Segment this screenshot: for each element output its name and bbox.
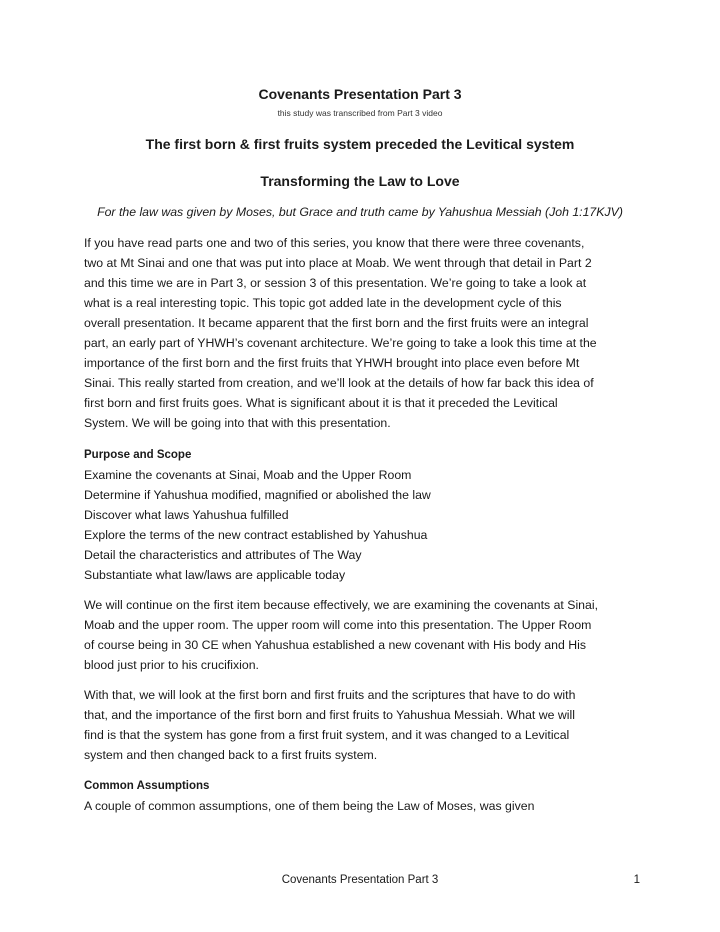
text-line: part, an early part of YHWH’s covenant architecture. We’re going to take a look this time at the (84, 336, 597, 350)
purpose-scope-section (84, 445, 644, 585)
list-item: Discover what laws Yahushua fulfilled (84, 508, 289, 522)
text-line: Sinai. This really started from creation, and we’ll look at the details of how far back this idea of (84, 376, 594, 390)
text-line: find is that the system has gone from a first fruit system, and it was changed to a Levitical (84, 728, 570, 742)
page-number: 1 (633, 874, 640, 886)
text-line: With that, we will look at the first born and first fruits and the scriptures that have to do with (84, 688, 576, 702)
common-assumptions-heading: Common Assumptions (84, 780, 210, 792)
scripture-quote: For the law was given by Moses, but Grace and truth came by Yahushua Messiah (Joh 1:17KJV) (97, 205, 623, 219)
list-item: Explore the terms of the new contract established by Yahushua (84, 528, 428, 542)
text-line: Moab and the upper room. The upper room will come into this presentation. The Upper Room (84, 618, 592, 632)
list-item: Detail the characteristics and attributes of The Way (84, 548, 362, 562)
page-footer: Covenants Presentation Part 3 (281, 874, 439, 886)
continue-paragraph (84, 595, 644, 675)
text-line: what is a real interesting topic. This topic got added late in the development cycle of this (84, 296, 562, 310)
text-line: System. We will be going into that with this presentation. (84, 416, 391, 430)
list-item: Substantiate what law/laws are applicable today (84, 568, 346, 582)
purpose-scope-heading: Purpose and Scope (84, 449, 192, 461)
text-line: system and then changed back to a first fruits system. (84, 748, 378, 762)
document-subtitle: this study was transcribed from Part 3 video (277, 108, 443, 118)
text-line: that, and the importance of the first born and first fruits to Yahushua Messiah. What we will (84, 708, 575, 722)
section-heading-transforming: Transforming the Law to Love (260, 173, 460, 189)
section-heading-first-born: The first born & first fruits system preceded the Levitical system (145, 136, 575, 152)
text-line: blood just prior to his crucifixion. (84, 658, 259, 672)
text-line: A couple of common assumptions, one of them being the Law of Moses, was given (84, 799, 535, 813)
text-line: overall presentation. It became apparent that the first born and the first fruits were an integral (84, 316, 589, 330)
common-assumptions-section (84, 776, 644, 816)
document-title: Covenants Presentation Part 3 (258, 86, 462, 102)
text-line: and this time we are in Part 3, or session 3 of this presentation. We’re going to take a look at (84, 276, 587, 290)
text-line: We will continue on the first item because effectively, we are examining the covenants at Sinai, (84, 598, 599, 612)
intro-paragraph (84, 233, 644, 433)
text-line: two at Mt Sinai and one that was put into place at Moab. We went through that detail in Part 2 (84, 256, 592, 270)
text-line: first born and first fruits goes. What is significant about it is that it preceded the Levitical (84, 396, 558, 410)
first-fruits-paragraph (84, 685, 644, 765)
text-line: importance of the first born and the first fruits that YHWH brought into place even before Mt (84, 356, 580, 370)
list-item: Determine if Yahushua modified, magnified or abolished the law (84, 488, 431, 502)
text-line: If you have read parts one and two of this series, you know that there were three covenants, (84, 236, 585, 250)
list-item: Examine the covenants at Sinai, Moab and the Upper Room (84, 468, 412, 482)
text-line: of course being in 30 CE when Yahushua established a new covenant with His body and His (84, 638, 586, 652)
